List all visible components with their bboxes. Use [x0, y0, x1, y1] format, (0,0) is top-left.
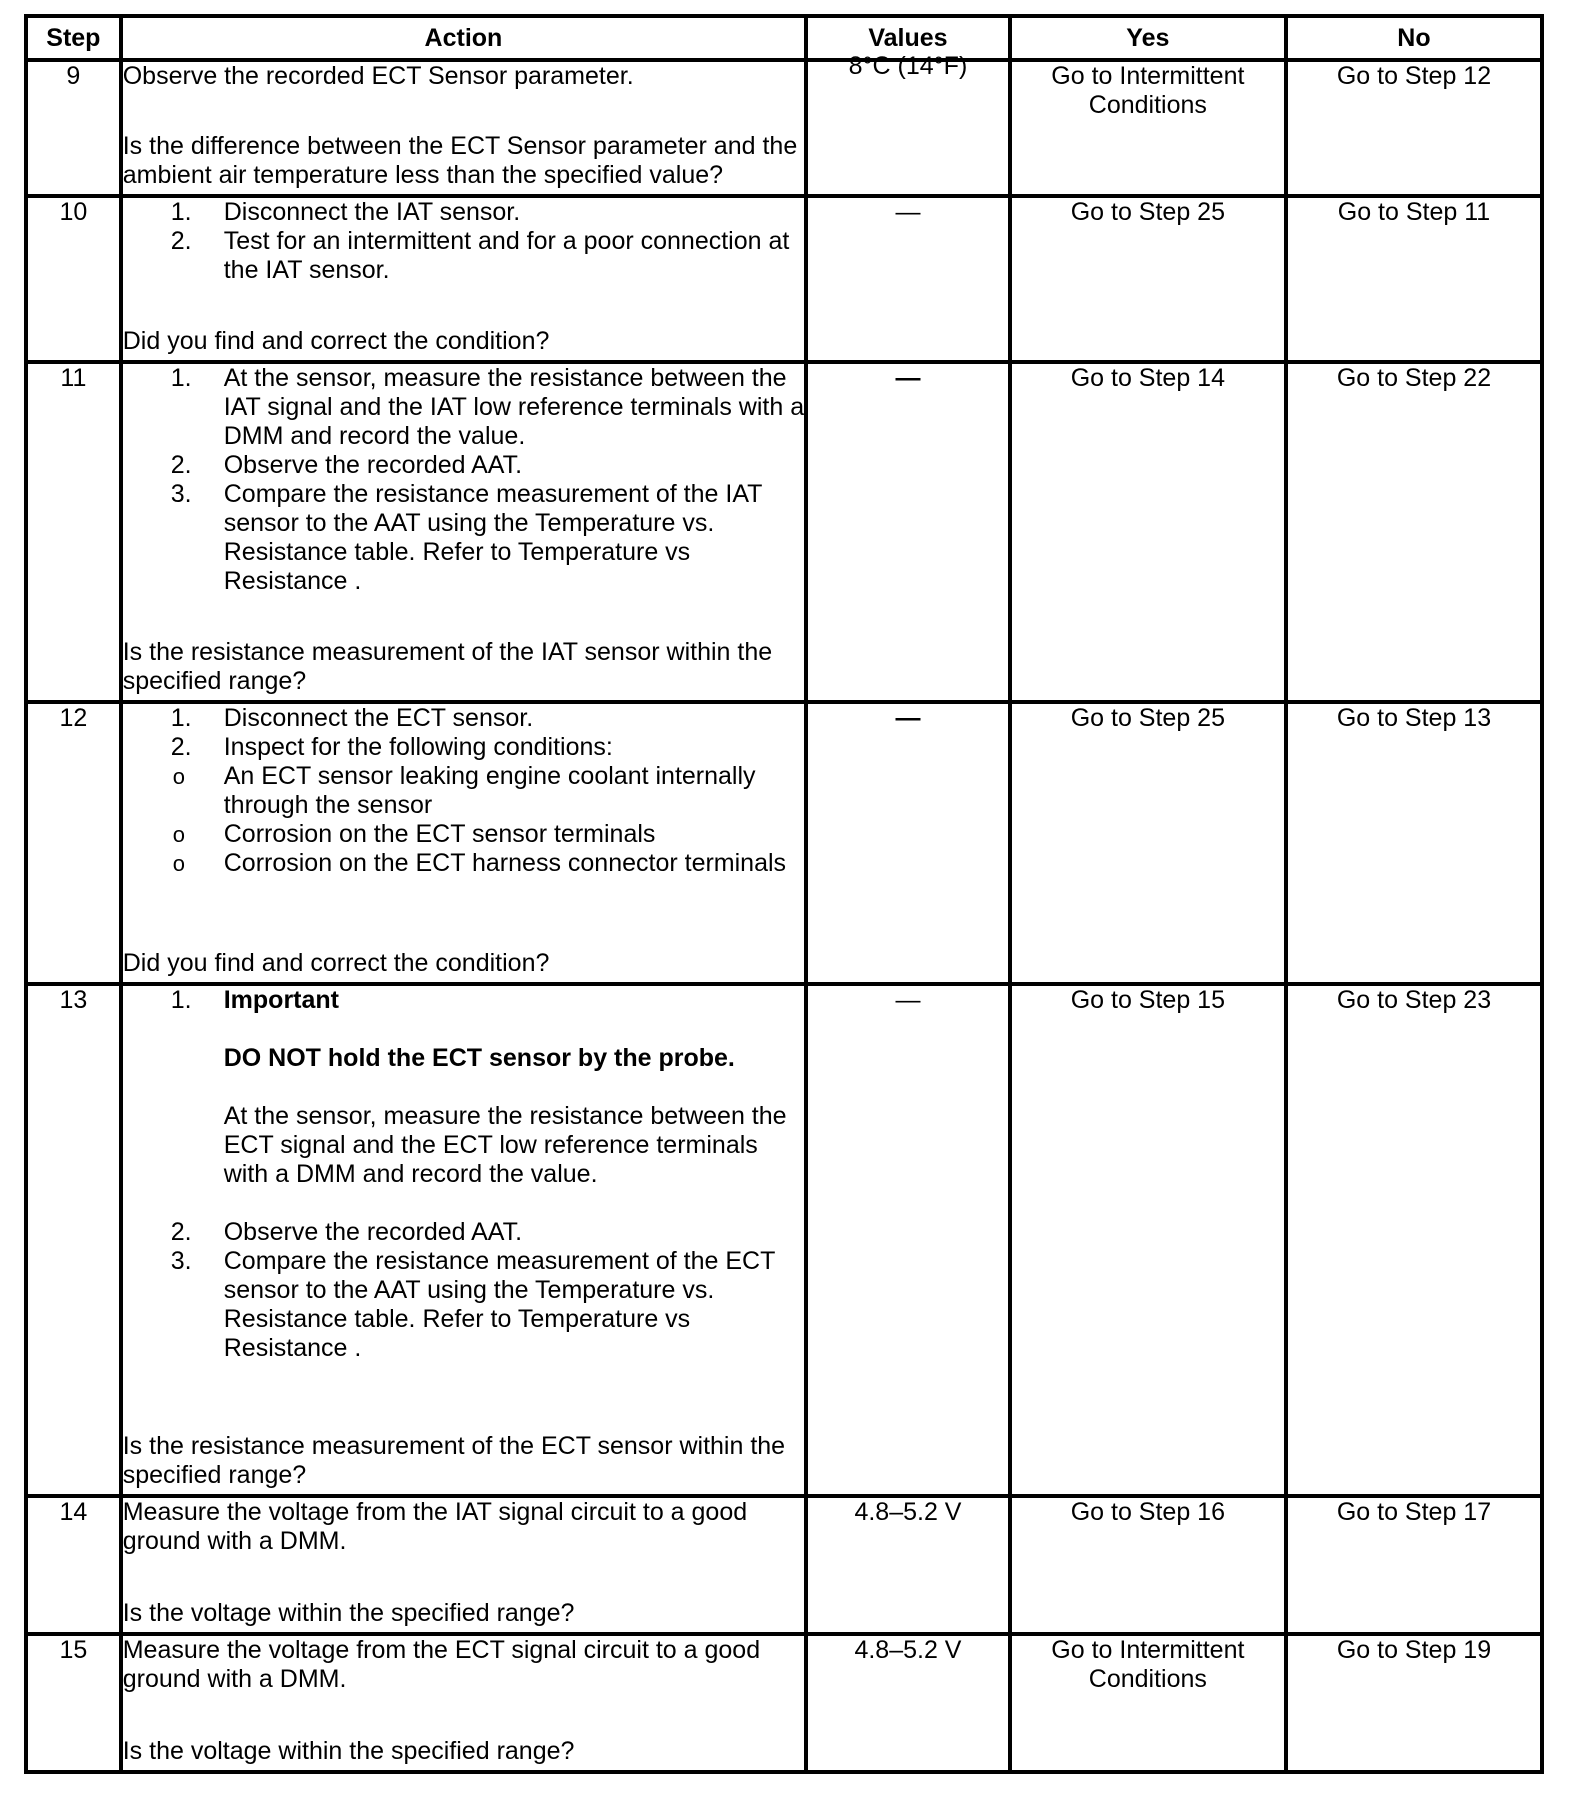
- action-step: 2. Observe the recorded AAT.: [170, 1218, 523, 1246]
- action-question: Is the voltage within the specified range?: [122, 1737, 575, 1765]
- header-action: Action: [121, 16, 806, 60]
- table-row-step-11: [26, 362, 1542, 702]
- step-number: 10: [26, 196, 121, 362]
- values-cell: [806, 984, 1010, 1496]
- value-text: —: [895, 986, 921, 1014]
- action-text: Measure the voltage from the IAT signal circuit to a good ground with a DMM.: [122, 1498, 748, 1555]
- header-values: Values: [806, 16, 1010, 60]
- no-link[interactable]: Go to Step 19: [1286, 1634, 1542, 1772]
- action-step: 2. Inspect for the following conditions: o An ECT sensor leaking engine coolant internally through the sensor o Corrosion on the ECT sensor terminals o Corrosion on the ECT harness connector terminals: [123, 733, 804, 878]
- table-row-step-9: [26, 60, 1542, 196]
- action-cell: [121, 702, 806, 984]
- header-no: No: [1286, 16, 1542, 60]
- action-cell: [121, 60, 806, 196]
- no-link[interactable]: Go to Step 17: [1286, 1496, 1542, 1634]
- step-number: 14: [26, 1496, 121, 1634]
- value-text: —: [895, 704, 921, 732]
- action-step: 1. Disconnect the IAT sensor.: [170, 198, 521, 226]
- yes-link[interactable]: Go to Intermittent Conditions: [1010, 1634, 1286, 1772]
- values-cell: [806, 196, 1010, 362]
- no-link[interactable]: Go to Step 22: [1286, 362, 1542, 702]
- action-step: 2. Observe the recorded AAT.: [170, 451, 523, 479]
- action-cell: [121, 362, 806, 702]
- action-cell: [121, 984, 806, 1496]
- step-number: 15: [26, 1634, 121, 1772]
- step-number: 9: [26, 60, 121, 196]
- table-row-step-14: [26, 1496, 1542, 1634]
- value-text: 8°C (14°F): [848, 52, 968, 80]
- action-step: 1. Disconnect the ECT sensor.: [170, 704, 534, 732]
- action-steps: [123, 198, 804, 285]
- yes-link[interactable]: Go to Step 14: [1010, 362, 1286, 702]
- yes-link[interactable]: Go to Step 15: [1010, 984, 1286, 1496]
- values-cell: [806, 52, 1010, 196]
- value-text: —: [895, 364, 921, 392]
- values-cell: [806, 1496, 1010, 1634]
- step-number: 13: [26, 984, 121, 1496]
- value-text: 4.8–5.2 V: [854, 1498, 962, 1526]
- action-text: Measure the voltage from the ECT signal circuit to a good ground with a DMM.: [122, 1636, 761, 1693]
- values-cell: [806, 362, 1010, 702]
- table-row-step-12: [26, 702, 1542, 984]
- action-step: 3. Compare the resistance measurement of the IAT sensor to the AAT using the Temperature vs. Resistance table. Refer to Temperature vs Resistance .: [170, 480, 762, 595]
- header-step: Step: [26, 16, 121, 60]
- yes-link[interactable]: Go to Step 25: [1010, 196, 1286, 362]
- action-step-text: At the sensor, measure the resistance between the ECT signal and the ECT low reference terminals with a DMM and record the value.: [223, 1102, 787, 1188]
- table-row-step-15: [26, 1634, 1542, 1772]
- action-question: Is the voltage within the specified range?: [122, 1599, 575, 1627]
- action-text: Observe the recorded ECT Sensor parameter.: [122, 62, 634, 90]
- action-step: 1. At the sensor, measure the resistance between the IAT signal and the IAT low reference terminals with a DMM and record the value.: [170, 364, 805, 450]
- action-cell: [121, 1634, 806, 1772]
- action-question: Is the resistance measurement of the IAT sensor within the specified range?: [122, 638, 773, 695]
- action-step: 2. Test for an intermittent and for a poor connection at the IAT sensor.: [170, 227, 790, 284]
- step-number: 11: [26, 362, 121, 702]
- no-link[interactable]: Go to Step 13: [1286, 702, 1542, 984]
- action-step: 1. Important DO NOT hold the ECT sensor by the probe. At the sensor, measure the resistance between the ECT signal and the ECT low reference terminals with a DMM and record the value.: [123, 986, 804, 1218]
- action-step: 3. Compare the resistance measurement of the ECT sensor to the AAT using the Temperature vs. Resistance table. Refer to Temperature vs Resistance .: [170, 1247, 775, 1362]
- table-row-step-13: [26, 984, 1542, 1496]
- header-yes: Yes: [1010, 16, 1286, 60]
- no-link[interactable]: Go to Step 11: [1286, 196, 1542, 362]
- action-cell: [121, 196, 806, 362]
- header-row: [26, 16, 1542, 60]
- step-number: 12: [26, 702, 121, 984]
- diagnostic-table: [24, 14, 1544, 1774]
- warning-text: DO NOT hold the ECT sensor by the probe.: [223, 1044, 735, 1072]
- value-text: —: [895, 198, 921, 226]
- action-steps: [123, 364, 804, 596]
- condition-item: o An ECT sensor leaking engine coolant internally through the sensor: [172, 762, 756, 819]
- important-label: Important: [223, 986, 340, 1014]
- action-question: Is the difference between the ECT Sensor parameter and the ambient air temperature less than the specified value?: [122, 132, 798, 189]
- no-link[interactable]: Go to Step 12: [1286, 60, 1542, 196]
- action-steps: [123, 704, 804, 878]
- condition-item: o Corrosion on the ECT sensor terminals: [172, 820, 656, 848]
- action-question: Did you find and correct the condition?: [122, 949, 550, 977]
- yes-link[interactable]: Go to Step 25: [1010, 702, 1286, 984]
- yes-link[interactable]: Go to Intermittent Conditions: [1010, 60, 1286, 196]
- yes-link[interactable]: Go to Step 16: [1010, 1496, 1286, 1634]
- values-cell: [806, 1634, 1010, 1772]
- action-steps: [123, 986, 804, 1363]
- action-cell: [121, 1496, 806, 1634]
- condition-item: o Corrosion on the ECT harness connector terminals: [172, 849, 787, 877]
- no-link[interactable]: Go to Step 23: [1286, 984, 1542, 1496]
- condition-list: [123, 762, 804, 878]
- action-question: Is the resistance measurement of the ECT sensor within the specified range?: [122, 1432, 786, 1489]
- action-question: Did you find and correct the condition?: [122, 327, 550, 355]
- table-row-step-10: [26, 196, 1542, 362]
- value-text: 4.8–5.2 V: [854, 1636, 962, 1664]
- values-cell: [806, 702, 1010, 984]
